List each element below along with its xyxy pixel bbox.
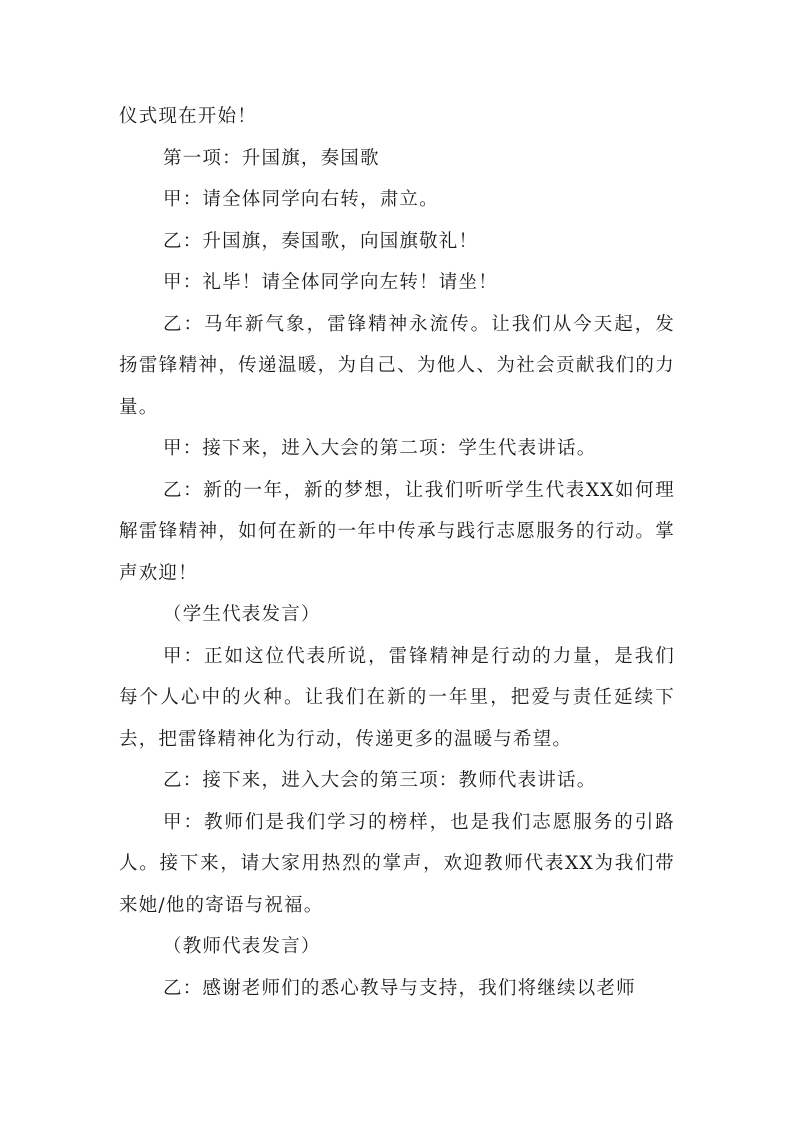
- paragraph-jia-response: 甲：正如这位代表所说，雷锋精神是行动的力量，是我们每个人心中的火种。让我们在新的一年里，把爱与责任延续下去，把雷锋精神化为行动，传递更多的温暖与希望。: [119, 645, 675, 750]
- document-page: [119, 96, 675, 1009]
- paragraph-yi-item-three: 乙：接下来，进入大会的第三项：教师代表讲话。: [163, 770, 597, 791]
- paragraph-jia-turn-right: 甲：请全体同学向右转，肃立。: [163, 189, 439, 210]
- paragraph-yi-student-intro: 乙：新的一年，新的梦想，让我们听听学生代表XX如何理解雷锋精神，如何在新的一年中传承与践行志愿服务的行动。掌声欢迎！: [119, 479, 675, 584]
- paragraph-yi-lei-feng-spirit: 乙：马年新气象，雷锋精神永流传。让我们从今天起，发扬雷锋精神，传递温暖，为自己、为他人、为社会贡献我们的力量。: [119, 313, 675, 418]
- paragraph-student-speech-note: （学生代表发言）: [163, 604, 321, 625]
- paragraph-jia-item-two: 甲：接下来，进入大会的第二项：学生代表讲话。: [163, 438, 597, 459]
- paragraph-jia-teacher-intro: 甲：教师们是我们学习的榜样，也是我们志愿服务的引路人。接下来，请大家用热烈的掌声，欢迎教师代表XX为我们带来她/他的寄语与祝福。: [119, 811, 675, 916]
- paragraph-opening: 仪式现在开始！: [119, 106, 257, 127]
- paragraph-yi-thanks: 乙：感谢老师们的悉心教导与支持，我们将继续以老师: [163, 977, 636, 999]
- paragraph-teacher-speech-note: （教师代表发言）: [163, 936, 321, 957]
- paragraph-yi-flag-salute: 乙：升国旗，奏国歌，向国旗敬礼！: [163, 230, 479, 252]
- paragraph-jia-turn-left: 甲：礼毕！请全体同学向左转！请坐！: [163, 272, 498, 293]
- paragraph-item-one: 第一项：升国旗，奏国歌: [163, 147, 380, 169]
